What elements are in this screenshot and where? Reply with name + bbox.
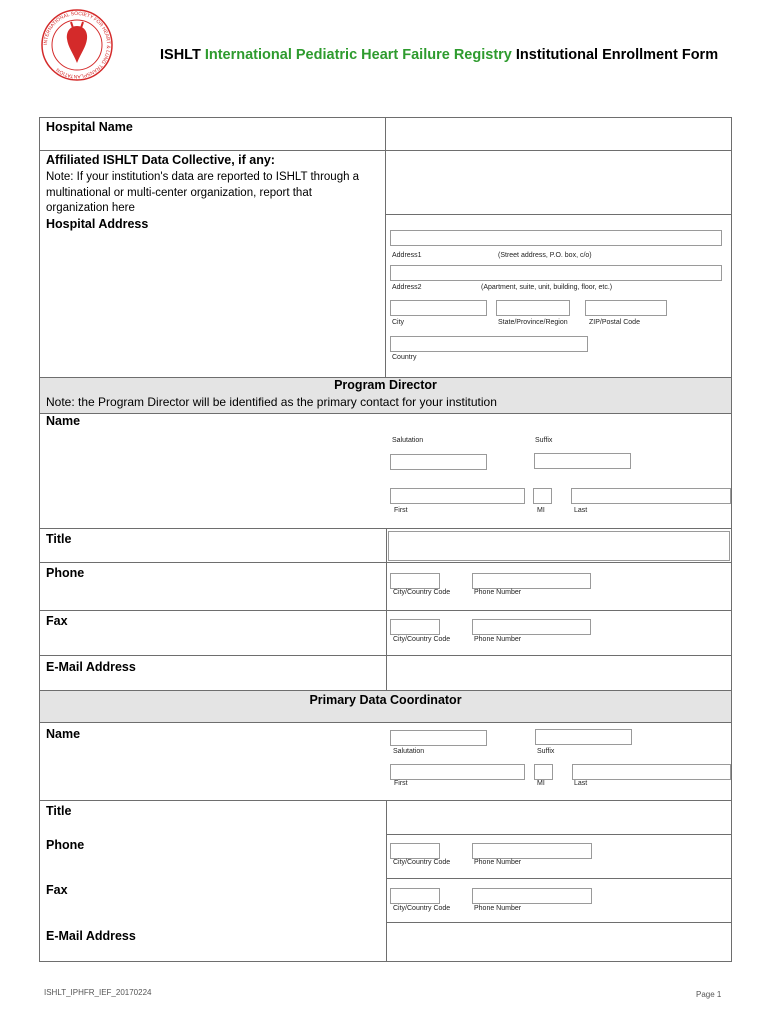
- program-director-heading: Program Director: [334, 378, 437, 392]
- city-input[interactable]: [390, 300, 487, 316]
- collective-label: Affiliated ISHLT Data Collective, if any:: [46, 153, 275, 167]
- zip-caption: ZIP/Postal Code: [589, 319, 640, 326]
- pdc-name-label: Name: [46, 727, 81, 741]
- pdc-fax-code-input[interactable]: [390, 888, 440, 904]
- collective-input[interactable]: [386, 151, 731, 214]
- pdc-email-label: E-Mail Address: [46, 929, 136, 943]
- pd-title-input[interactable]: [388, 531, 730, 561]
- pd-phone-code-input[interactable]: [390, 573, 440, 589]
- pdc-last-caption: Last: [574, 780, 588, 787]
- pd-mi-input[interactable]: [533, 488, 552, 504]
- pd-email-input[interactable]: [387, 656, 731, 690]
- address1-input[interactable]: [390, 230, 722, 246]
- pdc-suffix-input[interactable]: [535, 729, 632, 745]
- pd-last-input[interactable]: [571, 488, 731, 504]
- pd-title-label: Title: [46, 532, 72, 546]
- pdc-mi-input[interactable]: [534, 764, 553, 780]
- pdc-phone-code-input[interactable]: [390, 843, 440, 859]
- pdc-email-input[interactable]: [387, 923, 731, 960]
- page-number: Page 1: [696, 990, 722, 999]
- address2-hint: (Apartment, suite, unit, building, floor, etc.): [481, 284, 613, 291]
- coordinator-heading: Primary Data Coordinator: [309, 693, 462, 707]
- address1-hint: (Street address, P.O. box, c/o): [498, 252, 592, 259]
- country-caption: Country: [392, 354, 417, 361]
- pd-fax-number-caption: Phone Number: [474, 636, 522, 643]
- pdc-first-caption: First: [394, 780, 408, 787]
- pd-fax-label: Fax: [46, 614, 68, 628]
- form-id: ISHLT_IPHFR_IEF_20170224: [44, 988, 152, 997]
- address1-caption: Address1: [392, 252, 422, 259]
- pdc-phone-code-caption: City/Country Code: [393, 859, 451, 866]
- hospital-name-input[interactable]: [386, 118, 731, 150]
- hospital-address-label: Hospital Address: [46, 217, 149, 231]
- pd-fax-number-input[interactable]: [472, 619, 591, 635]
- pdc-salutation-caption: Salutation: [393, 748, 425, 755]
- city-caption: City: [392, 319, 405, 326]
- pd-phone-label: Phone: [46, 566, 85, 580]
- pdc-last-input[interactable]: [572, 764, 731, 780]
- pd-phone-code-caption: City/Country Code: [393, 589, 451, 596]
- pd-salutation-caption: Salutation: [392, 437, 424, 444]
- program-director-note: Note: the Program Director will be identified as the primary contact for your institution: [46, 395, 497, 409]
- pd-name-label: Name: [46, 414, 81, 428]
- pdc-fax-code-caption: City/Country Code: [393, 905, 451, 912]
- pdc-fax-number-input[interactable]: [472, 888, 592, 904]
- country-input[interactable]: [390, 336, 588, 352]
- pdc-phone-label: Phone: [46, 838, 85, 852]
- pd-salutation-input[interactable]: [390, 454, 487, 470]
- pdc-title-input[interactable]: [387, 801, 731, 834]
- svg-text:INTERNATIONAL SOCIETY FOR HEAR: INTERNATIONAL SOCIETY FOR HEART & LUNG TRANSPLANTATION: [42, 10, 112, 80]
- pdc-title-label: Title: [46, 804, 72, 818]
- pdc-phone-number-input[interactable]: [472, 843, 592, 859]
- pdc-fax-label: Fax: [46, 883, 68, 897]
- pd-fax-code-caption: City/Country Code: [393, 636, 451, 643]
- pd-email-label: E-Mail Address: [46, 660, 136, 674]
- pd-suffix-input[interactable]: [534, 453, 631, 469]
- address2-input[interactable]: [390, 265, 722, 281]
- pdc-mi-caption: MI: [537, 780, 545, 787]
- pdc-fax-number-caption: Phone Number: [474, 905, 522, 912]
- pd-phone-number-input[interactable]: [472, 573, 591, 589]
- zip-input[interactable]: [585, 300, 667, 316]
- address2-caption: Address2: [392, 284, 422, 291]
- state-caption: State/Province/Region: [498, 319, 568, 326]
- pdc-first-input[interactable]: [390, 764, 525, 780]
- hospital-name-label: Hospital Name: [46, 120, 133, 134]
- pd-mi-caption: MI: [537, 507, 545, 514]
- pdc-suffix-caption: Suffix: [537, 748, 555, 755]
- pd-first-caption: First: [394, 507, 408, 514]
- pdc-phone-number-caption: Phone Number: [474, 859, 522, 866]
- pd-suffix-caption: Suffix: [535, 437, 553, 444]
- state-input[interactable]: [496, 300, 570, 316]
- pd-first-input[interactable]: [390, 488, 525, 504]
- ishlt-logo: [40, 8, 114, 82]
- pd-fax-code-input[interactable]: [390, 619, 440, 635]
- page-title: ISHLT International Pediatric Heart Failure Registry Institutional Enrollment Form: [160, 47, 719, 63]
- pdc-salutation-input[interactable]: [390, 730, 487, 746]
- collective-note: Note: If your institution's data are reported to ISHLT through a multinational or multi-center organization, report that organization here: [46, 171, 360, 214]
- ishlt-seal-icon: [40, 8, 114, 82]
- pd-last-caption: Last: [574, 507, 588, 514]
- pd-phone-number-caption: Phone Number: [474, 589, 522, 596]
